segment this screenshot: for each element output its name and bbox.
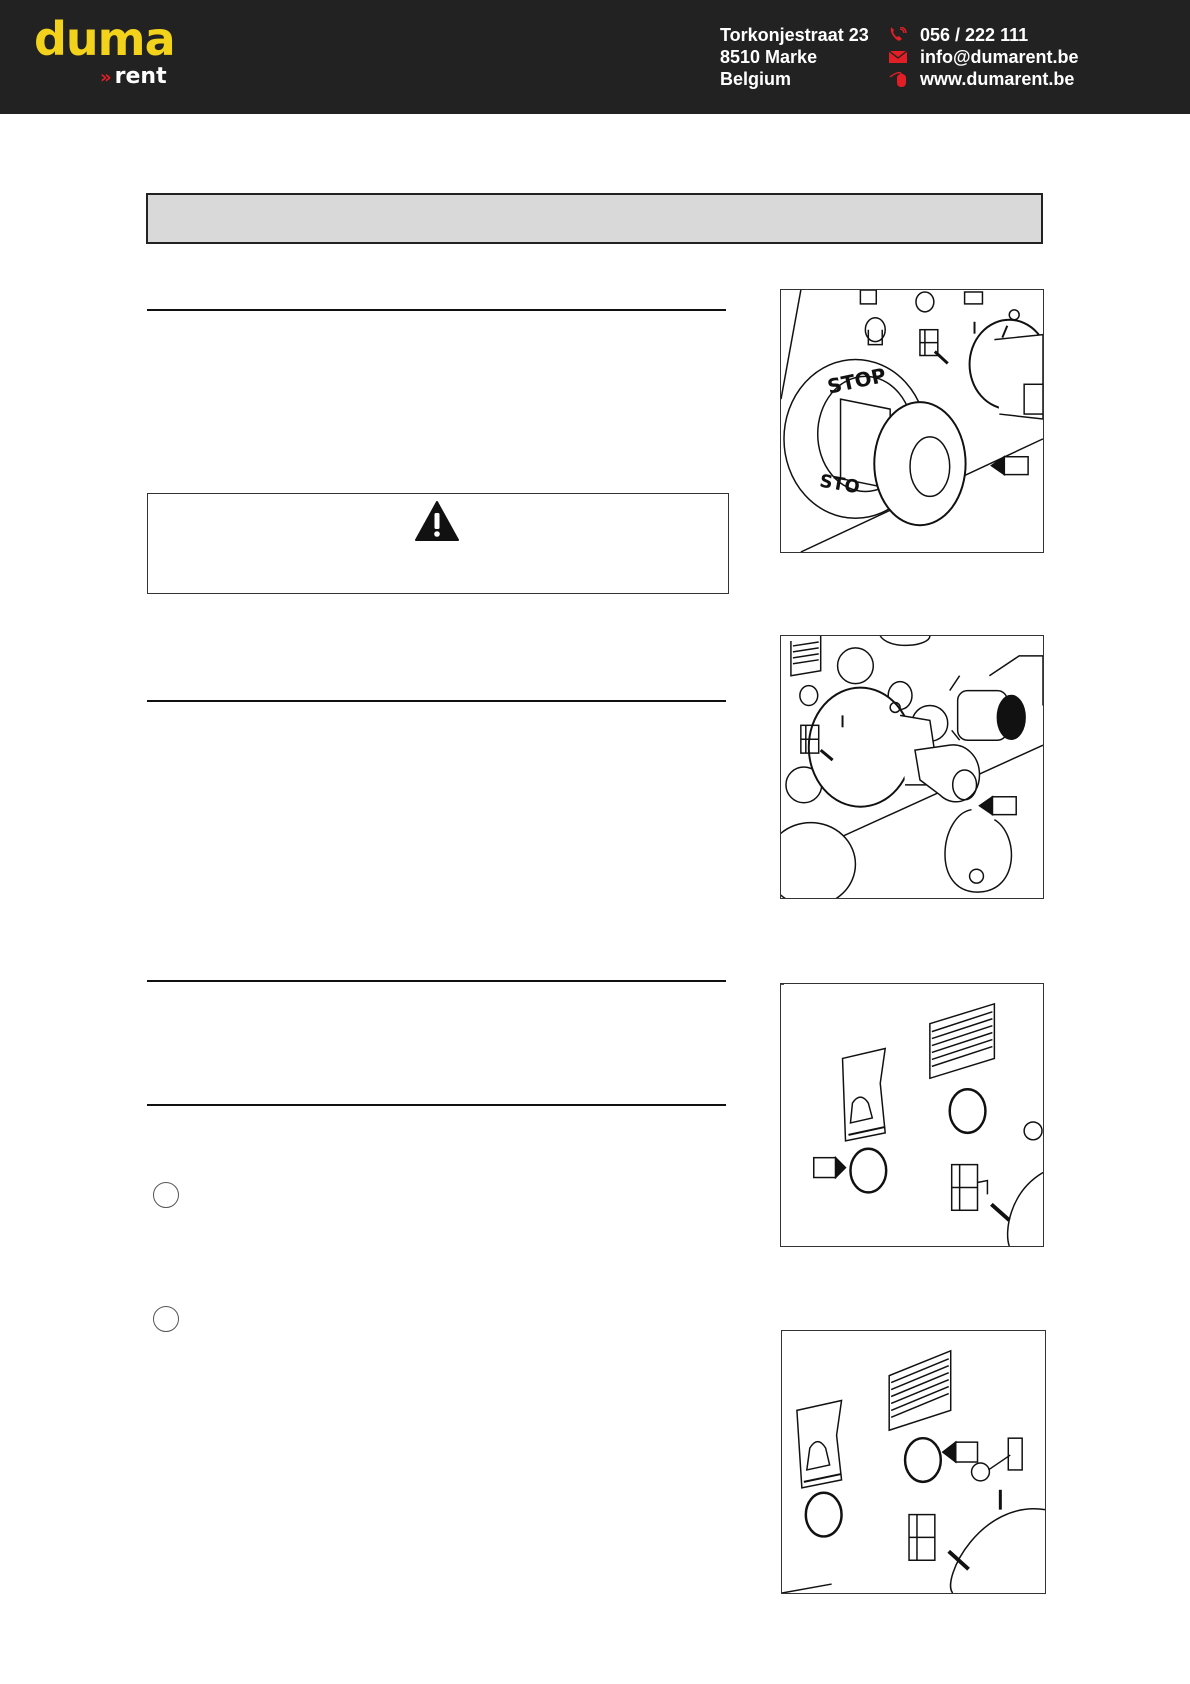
mail-icon (888, 49, 908, 65)
warning-icon (414, 500, 460, 542)
step-marker-1 (153, 1182, 179, 1208)
address-city: 8510 Marke (720, 47, 818, 67)
phone-text: 056 / 222 111 (920, 25, 1029, 45)
warning-box (147, 493, 729, 594)
step-marker-2 (153, 1306, 179, 1332)
address-street: Torkonjestraat 23 (720, 25, 869, 45)
logo-arrows: » (100, 67, 112, 88)
logo-rent (100, 64, 167, 91)
figure-4-drawing (782, 1331, 1045, 1593)
section-title-bar (146, 193, 1043, 244)
phone-icon (888, 27, 908, 43)
figure-panel-with-key (781, 1330, 1046, 1594)
logo-duma: duma (34, 12, 175, 66)
section-rule-2 (147, 700, 726, 702)
email-link[interactable]: info@dumarent.be (920, 47, 1079, 67)
section-rule-1 (147, 309, 726, 311)
figure-key-switch (780, 635, 1044, 899)
contact-phone (920, 24, 1079, 46)
contact-block (920, 24, 1079, 90)
figure-emergency-stop (780, 289, 1044, 553)
address-country: Belgium (720, 69, 792, 89)
contact-website[interactable] (920, 68, 1079, 90)
mouse-icon (888, 71, 908, 87)
figure-3-drawing (781, 984, 1043, 1246)
section-rule-4 (147, 1104, 726, 1106)
contact-email[interactable] (920, 46, 1079, 68)
address-block (720, 24, 869, 90)
section-rule-3 (147, 980, 726, 982)
figure-2-drawing (781, 636, 1043, 898)
stop-label: STOP (825, 363, 889, 399)
figure-1-drawing (781, 290, 1043, 552)
website-link[interactable]: www.dumarent.be (920, 69, 1075, 89)
page-header (0, 0, 1190, 114)
figure-indicator-panel (780, 983, 1044, 1247)
logo-rent-text: rent (114, 64, 167, 89)
stop-label-lower: STO (818, 470, 862, 499)
